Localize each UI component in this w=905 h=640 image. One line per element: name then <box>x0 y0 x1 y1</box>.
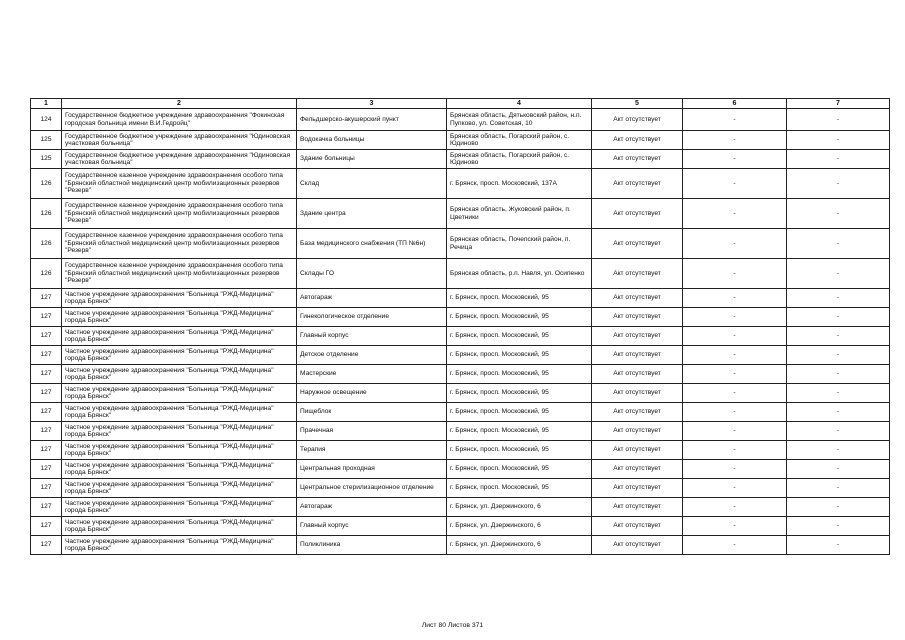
table-row <box>31 131 890 150</box>
column-6-cell: - <box>683 199 787 229</box>
status-cell: Акт отсутствует <box>592 289 683 308</box>
column-6-cell: - <box>683 422 787 441</box>
organization-cell: Государственное казенное учреждение здравоохранения особого типа "Брянский областной медицинский центр мобилизационных резервов "Резерв" <box>62 229 297 259</box>
organization-cell: Частное учреждение здравоохранения "Больница "РЖД-Медицина" города Брянск" <box>62 308 297 327</box>
object-cell: Главный корпус <box>297 517 447 536</box>
row-number-cell: 125 <box>31 150 62 169</box>
status-cell: Акт отсутствует <box>592 109 683 131</box>
status-cell: Акт отсутствует <box>592 536 683 555</box>
column-7-cell: - <box>787 109 890 131</box>
object-cell: Автогараж <box>297 289 447 308</box>
column-6-cell: - <box>683 460 787 479</box>
address-cell: г. Брянск, просп. Московский, 95 <box>447 403 592 422</box>
address-cell: г. Брянск, просп. Московский, 95 <box>447 365 592 384</box>
sheet-footer: Лист 80 Листов 371 <box>421 622 484 629</box>
address-cell: г. Брянск, просп. Московский, 95 <box>447 289 592 308</box>
row-number-cell: 127 <box>31 289 62 308</box>
organization-cell: Частное учреждение здравоохранения "Больница "РЖД-Медицина" города Брянск" <box>62 422 297 441</box>
table-row <box>31 199 890 229</box>
address-cell: Брянская область, Дятьковский район, н.п. Пупково, ул. Советская, 10 <box>447 109 592 131</box>
column-header-5: 5 <box>592 99 683 109</box>
organization-cell: Государственное бюджетное учреждение здравоохранения "Юдиновская участковая больница" <box>62 131 297 150</box>
table-row <box>31 384 890 403</box>
row-number-cell: 126 <box>31 199 62 229</box>
column-6-cell: - <box>683 346 787 365</box>
row-number-cell: 127 <box>31 308 62 327</box>
status-cell: Акт отсутствует <box>592 498 683 517</box>
column-6-cell: - <box>683 308 787 327</box>
column-7-cell: - <box>787 259 890 289</box>
register-table <box>30 98 890 555</box>
address-cell: г. Брянск, просп. Московский, 95 <box>447 441 592 460</box>
organization-cell: Частное учреждение здравоохранения "Больница "РЖД-Медицина" города Брянск" <box>62 346 297 365</box>
row-number-cell: 125 <box>31 131 62 150</box>
address-cell: г. Брянск, просп. Московский, 137А <box>447 169 592 199</box>
object-cell: Склады ГО <box>297 259 447 289</box>
column-6-cell: - <box>683 403 787 422</box>
column-6-cell: - <box>683 498 787 517</box>
table-row <box>31 460 890 479</box>
column-7-cell: - <box>787 308 890 327</box>
table-row <box>31 365 890 384</box>
object-cell: Наружное освещение <box>297 384 447 403</box>
row-number-cell: 127 <box>31 479 62 498</box>
column-7-cell: - <box>787 131 890 150</box>
row-number-cell: 127 <box>31 384 62 403</box>
status-cell: Акт отсутствует <box>592 403 683 422</box>
address-cell: Брянская область, Жуковский район, п. Цветники <box>447 199 592 229</box>
status-cell: Акт отсутствует <box>592 346 683 365</box>
column-6-cell: - <box>683 536 787 555</box>
table-row <box>31 517 890 536</box>
table-row <box>31 536 890 555</box>
object-cell: Фельдшерско-акушерский пункт <box>297 109 447 131</box>
object-cell: Склад <box>297 169 447 199</box>
object-cell: Детское отделение <box>297 346 447 365</box>
address-cell: Брянская область, Погарский район, с. Юдиново <box>447 131 592 150</box>
table-row <box>31 259 890 289</box>
column-header-6: 6 <box>683 99 787 109</box>
address-cell: г. Брянск, ул. Дзержинского, 6 <box>447 498 592 517</box>
row-number-cell: 127 <box>31 346 62 365</box>
table-row <box>31 498 890 517</box>
address-cell: г. Брянск, просп. Московский, 95 <box>447 384 592 403</box>
table-row <box>31 327 890 346</box>
column-6-cell: - <box>683 441 787 460</box>
status-cell: Акт отсутствует <box>592 150 683 169</box>
organization-cell: Частное учреждение здравоохранения "Больница "РЖД-Медицина" города Брянск" <box>62 441 297 460</box>
column-6-cell: - <box>683 479 787 498</box>
object-cell: Водокачка больницы <box>297 131 447 150</box>
row-number-cell: 127 <box>31 441 62 460</box>
object-cell: Пищеблок <box>297 403 447 422</box>
table-row <box>31 229 890 259</box>
column-header-2: 2 <box>62 99 297 109</box>
row-number-cell: 124 <box>31 109 62 131</box>
column-6-cell: - <box>683 327 787 346</box>
table-row <box>31 150 890 169</box>
address-cell: Брянская область, р.п. Навля, ул. Осипенко <box>447 259 592 289</box>
column-6-cell: - <box>683 229 787 259</box>
table-row <box>31 109 890 131</box>
row-number-cell: 127 <box>31 460 62 479</box>
column-7-cell: - <box>787 441 890 460</box>
object-cell: Главный корпус <box>297 327 447 346</box>
status-cell: Акт отсутствует <box>592 308 683 327</box>
object-cell: Прачечная <box>297 422 447 441</box>
object-cell: Мастерские <box>297 365 447 384</box>
table-row <box>31 169 890 199</box>
column-6-cell: - <box>683 289 787 308</box>
column-6-cell: - <box>683 131 787 150</box>
organization-cell: Частное учреждение здравоохранения "Больница "РЖД-Медицина" города Брянск" <box>62 365 297 384</box>
object-cell: Терапия <box>297 441 447 460</box>
column-header-7: 7 <box>787 99 890 109</box>
object-cell: Автогараж <box>297 498 447 517</box>
column-6-cell: - <box>683 517 787 536</box>
table-row <box>31 289 890 308</box>
row-number-cell: 126 <box>31 229 62 259</box>
row-number-cell: 127 <box>31 327 62 346</box>
column-7-cell: - <box>787 479 890 498</box>
address-cell: Брянская область, Почепский район, п. Речица <box>447 229 592 259</box>
address-cell: г. Брянск, просп. Московский, 95 <box>447 346 592 365</box>
organization-cell: Государственное казенное учреждение здравоохранения особого типа "Брянский областной медицинский центр мобилизационных резервов "Резерв" <box>62 199 297 229</box>
status-cell: Акт отсутствует <box>592 479 683 498</box>
organization-cell: Частное учреждение здравоохранения "Больница "РЖД-Медицина" города Брянск" <box>62 384 297 403</box>
object-cell: Здание больницы <box>297 150 447 169</box>
object-cell: Здание центра <box>297 199 447 229</box>
column-7-cell: - <box>787 536 890 555</box>
status-cell: Акт отсутствует <box>592 422 683 441</box>
status-cell: Акт отсутствует <box>592 259 683 289</box>
organization-cell: Частное учреждение здравоохранения "Больница "РЖД-Медицина" города Брянск" <box>62 536 297 555</box>
row-number-cell: 127 <box>31 498 62 517</box>
column-6-cell: - <box>683 109 787 131</box>
address-cell: г. Брянск, ул. Дзержинского, 6 <box>447 517 592 536</box>
header-row <box>31 99 890 109</box>
row-number-cell: 126 <box>31 259 62 289</box>
address-cell: г. Брянск, ул. Дзержинского, 6 <box>447 536 592 555</box>
status-cell: Акт отсутствует <box>592 327 683 346</box>
column-7-cell: - <box>787 403 890 422</box>
row-number-cell: 127 <box>31 422 62 441</box>
organization-cell: Частное учреждение здравоохранения "Больница "РЖД-Медицина" города Брянск" <box>62 327 297 346</box>
address-cell: г. Брянск, просп. Московский, 95 <box>447 460 592 479</box>
address-cell: Брянская область, Погарский район, с. Юдиново <box>447 150 592 169</box>
organization-cell: Государственное казенное учреждение здравоохранения особого типа "Брянский областной медицинский центр мобилизационных резервов "Резерв" <box>62 169 297 199</box>
organization-cell: Государственное бюджетное учреждение здравоохранения "Юдиновская участковая больница" <box>62 150 297 169</box>
status-cell: Акт отсутствует <box>592 229 683 259</box>
row-number-cell: 126 <box>31 169 62 199</box>
column-7-cell: - <box>787 150 890 169</box>
status-cell: Акт отсутствует <box>592 365 683 384</box>
object-cell: Поликлиника <box>297 536 447 555</box>
address-cell: г. Брянск, просп. Московский, 95 <box>447 308 592 327</box>
organization-cell: Частное учреждение здравоохранения "Больница "РЖД-Медицина" города Брянск" <box>62 403 297 422</box>
column-7-cell: - <box>787 384 890 403</box>
row-number-cell: 127 <box>31 365 62 384</box>
status-cell: Акт отсутствует <box>592 199 683 229</box>
column-7-cell: - <box>787 169 890 199</box>
column-7-cell: - <box>787 422 890 441</box>
organization-cell: Частное учреждение здравоохранения "Больница "РЖД-Медицина" города Брянск" <box>62 479 297 498</box>
table-row <box>31 403 890 422</box>
column-7-cell: - <box>787 229 890 259</box>
organization-cell: Частное учреждение здравоохранения "Больница "РЖД-Медицина" города Брянск" <box>62 498 297 517</box>
row-number-cell: 127 <box>31 517 62 536</box>
organization-cell: Частное учреждение здравоохранения "Больница "РЖД-Медицина" города Брянск" <box>62 289 297 308</box>
organization-cell: Государственное казенное учреждение здравоохранения особого типа "Брянский областной медицинский центр мобилизационных резервов "Резерв" <box>62 259 297 289</box>
column-7-cell: - <box>787 498 890 517</box>
column-6-cell: - <box>683 365 787 384</box>
column-header-1: 1 <box>31 99 62 109</box>
address-cell: г. Брянск, просп. Московский, 95 <box>447 479 592 498</box>
organization-cell: Частное учреждение здравоохранения "Больница "РЖД-Медицина" города Брянск" <box>62 517 297 536</box>
organization-cell: Государственное бюджетное учреждение здравоохранения "Фокинская городская больница имени В.И.Гедройц" <box>62 109 297 131</box>
object-cell: Центральная проходная <box>297 460 447 479</box>
column-7-cell: - <box>787 199 890 229</box>
table-row <box>31 479 890 498</box>
column-6-cell: - <box>683 384 787 403</box>
table-body <box>31 109 890 555</box>
object-cell: База медицинского снабжения (ТП №6н) <box>297 229 447 259</box>
status-cell: Акт отсутствует <box>592 460 683 479</box>
status-cell: Акт отсутствует <box>592 169 683 199</box>
table-row <box>31 346 890 365</box>
row-number-cell: 127 <box>31 536 62 555</box>
status-cell: Акт отсутствует <box>592 441 683 460</box>
column-7-cell: - <box>787 365 890 384</box>
address-cell: г. Брянск, просп. Московский, 95 <box>447 422 592 441</box>
column-7-cell: - <box>787 517 890 536</box>
table-row <box>31 308 890 327</box>
column-6-cell: - <box>683 259 787 289</box>
status-cell: Акт отсутствует <box>592 384 683 403</box>
object-cell: Центральное стерилизационное отделение <box>297 479 447 498</box>
status-cell: Акт отсутствует <box>592 517 683 536</box>
organization-cell: Частное учреждение здравоохранения "Больница "РЖД-Медицина" города Брянск" <box>62 460 297 479</box>
object-cell: Гинекологическое отделение <box>297 308 447 327</box>
column-6-cell: - <box>683 150 787 169</box>
table-row <box>31 422 890 441</box>
column-7-cell: - <box>787 289 890 308</box>
column-header-3: 3 <box>297 99 447 109</box>
table-row <box>31 441 890 460</box>
column-7-cell: - <box>787 460 890 479</box>
row-number-cell: 127 <box>31 403 62 422</box>
column-7-cell: - <box>787 346 890 365</box>
status-cell: Акт отсутствует <box>592 131 683 150</box>
address-cell: г. Брянск, просп. Московский, 95 <box>447 327 592 346</box>
column-7-cell: - <box>787 327 890 346</box>
column-6-cell: - <box>683 169 787 199</box>
column-header-4: 4 <box>447 99 592 109</box>
